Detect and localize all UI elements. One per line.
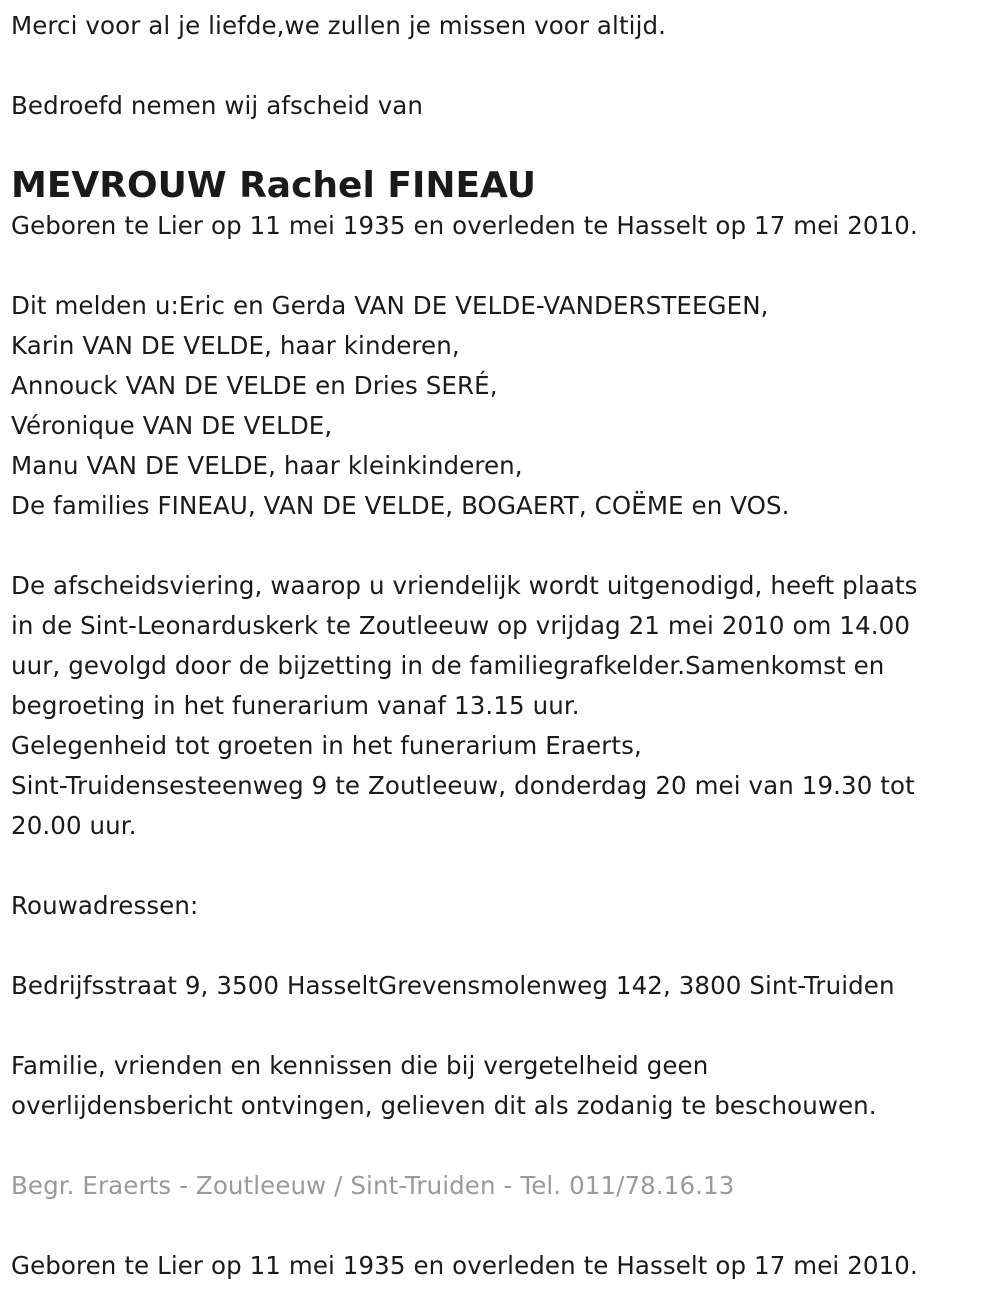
mourner-line: Dit melden u:Eric en Gerda VAN DE VELDE-VANDERSTEEGEN, (11, 291, 769, 320)
spacer (11, 926, 996, 966)
mourner-line: Manu VAN DE VELDE, haar kleinkinderen, (11, 451, 523, 480)
birth-death-line: Geboren te Lier op 11 mei 1935 en overleden te Hasselt op 17 mei 2010. (11, 211, 918, 240)
mourner-line: De families FINEAU, VAN DE VELDE, BOGAERT, COËME en VOS. (11, 491, 790, 520)
ceremony-paragraph (11, 566, 996, 846)
mourners-list (11, 286, 996, 526)
mourner-line: Karin VAN DE VELDE, haar kinderen, (11, 331, 460, 360)
notice-line: Familie, vrienden en kennissen die bij vergetelheid geen (11, 1051, 709, 1080)
notice-line: overlijdensbericht ontvingen, gelieven dit als zodanig te beschouwen. (11, 1091, 877, 1120)
ceremony-line: 20.00 uur. (11, 811, 137, 840)
spacer (11, 246, 996, 286)
ceremony-line: Gelegenheid tot groeten in het funerarium Eraerts, (11, 731, 642, 760)
spacer (11, 1206, 996, 1246)
spacer (11, 46, 996, 86)
spacer (11, 1126, 996, 1166)
ceremony-line: in de Sint-Leonarduskerk te Zoutleeuw op vrijdag 21 mei 2010 om 14.00 (11, 611, 911, 640)
undertaker-line: Begr. Eraerts - Zoutleeuw / Sint-Truiden - Tel. 011/78.16.13 (11, 1171, 735, 1200)
addresses-value: Bedrijfsstraat 9, 3500 HasseltGrevensmolenweg 142, 3800 Sint-Truiden (11, 971, 895, 1000)
ceremony-line: De afscheidsviering, waarop u vriendelijk wordt uitgenodigd, heeft plaats (11, 571, 918, 600)
notice-paragraph (11, 1046, 996, 1126)
spacer (11, 846, 996, 886)
intro-bedroefd: Bedroefd nemen wij afscheid van (11, 91, 424, 120)
spacer (11, 526, 996, 566)
obituary-document (11, 6, 996, 1286)
spacer (11, 126, 996, 166)
mourner-line: Véronique VAN DE VELDE, (11, 411, 333, 440)
spacer (11, 1006, 996, 1046)
ceremony-line: Sint-Truidensesteenweg 9 te Zoutleeuw, donderdag 20 mei van 19.30 tot (11, 771, 915, 800)
ceremony-line: begroeting in het funerarium vanaf 13.15 uur. (11, 691, 580, 720)
intro-merci: Merci voor al je liefde,we zullen je missen voor altijd. (11, 11, 667, 40)
ceremony-line: uur, gevolgd door de bijzetting in de familiegrafkelder.Samenkomst en (11, 651, 885, 680)
addresses-label: Rouwadressen: (11, 891, 199, 920)
mourner-line: Annouck VAN DE VELDE en Dries SERÉ, (11, 371, 498, 400)
footer-birth-death: Geboren te Lier op 11 mei 1935 en overleden te Hasselt op 17 mei 2010. (11, 1251, 918, 1280)
deceased-name: MEVROUW Rachel FINEAU (11, 165, 537, 206)
